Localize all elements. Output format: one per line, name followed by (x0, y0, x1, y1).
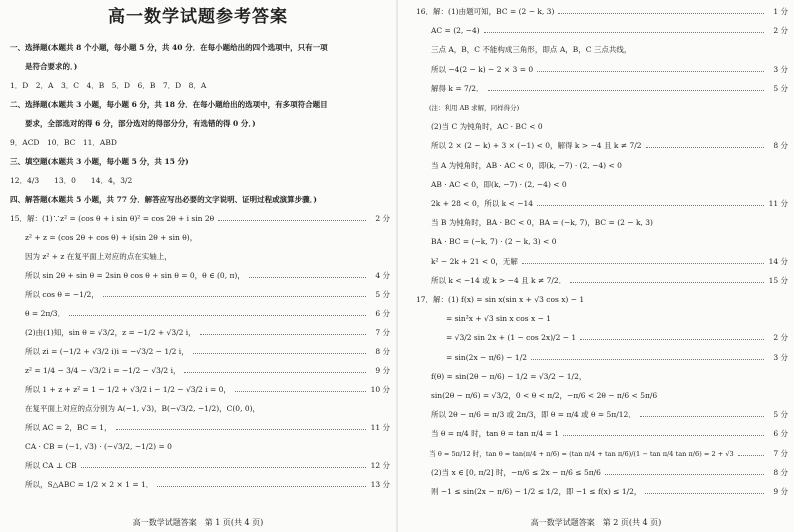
answer-line-text: 在复平面上对应的点分别为 A(−1, √3)，B(−√3/2, −1/2)，C(0, 0)， (10, 404, 261, 413)
answer-line-text: 当 B 为钝角时，BA · BC < 0，BA = (−k, 7)，BC = (2 − k, 3) (416, 218, 653, 228)
answer-line-text: 所以 −4(2 − k) − 2 × 3 = 0 (416, 64, 534, 74)
answer-page-1 (0, 0, 396, 532)
answer-line-text: 解得 k = 7/2． (416, 83, 484, 93)
answer-line (398, 446, 794, 462)
answer-line-text: BA · BC = (−k, 7) · (2 − k, 3) < 0 (416, 237, 557, 247)
score-points: 5 分 (375, 290, 390, 299)
answer-line (398, 254, 794, 270)
answer-line-text: = sin²x + √3 sin x cos x − 1 (416, 314, 552, 324)
answer-line (398, 407, 794, 423)
score-points: 7 分 (375, 328, 390, 337)
answer-line (0, 211, 396, 227)
answer-line (0, 249, 396, 265)
answer-line-text: 16．解：(1)由题可知，BC = (2 − k, 3) (416, 7, 555, 16)
dotted-leader (69, 315, 366, 316)
answer-line-text: 9．ACD 10．BC 11．ABD (10, 138, 117, 147)
answer-line-text: AC = (2, −4) (416, 26, 480, 36)
answer-line-text: 三点 A，B，C 不能构成三角形，即点 A，B，C 三点共线， (416, 45, 632, 55)
answer-line (0, 439, 396, 455)
score-points: 6 分 (375, 309, 390, 318)
answer-line-text: 所以，S△ABC = 1/2 × 2 × 1 = 1． (10, 480, 154, 489)
answer-line (0, 154, 396, 170)
score-points: 5 分 (773, 410, 788, 420)
answer-line-text: 所以 2θ − π/6 = π/3 或 2π/3，即 θ = π/4 或 θ = 5π/12． (416, 410, 636, 420)
dotted-leader (605, 474, 764, 475)
answer-line (398, 350, 794, 366)
answer-line-text: = √3/2 sin 2x + (1 − cos 2x)/2 − 1 (416, 333, 577, 343)
dotted-leader (537, 71, 764, 72)
answer-line-text: (2)由(1)知，sin θ = √3/2，z = −1/2 + √3/2 i， (10, 328, 196, 337)
score-points: 2 分 (375, 214, 390, 223)
score-points: 8 分 (375, 347, 390, 356)
score-points: 9 分 (375, 366, 390, 375)
answer-line-text: 1．D 2．A 3．C 4．B 5．D 6．B 7．D 8．A (10, 81, 207, 90)
answer-line (398, 81, 794, 97)
score-points: 6 分 (773, 429, 788, 439)
answer-line-text: 是符合要求的．) (10, 62, 78, 71)
answer-line (398, 292, 794, 308)
dotted-leader (193, 353, 366, 354)
score-points: 11 分 (768, 199, 788, 208)
dotted-leader (484, 32, 764, 33)
dotted-leader (249, 277, 366, 278)
answer-line-text: 四、解答题(本题共 5 小题，共 77 分．解答应写出必要的文字说明、证明过程或演算步骤．) (10, 195, 317, 204)
answer-line (398, 138, 794, 154)
answer-line (398, 62, 794, 78)
answer-line-text: k² − 2k + 21 < 0，无解 (416, 256, 518, 266)
dotted-leader (522, 263, 764, 264)
answer-line-text: 12．4/3 13．0 14．4，3/2 (10, 176, 133, 185)
answer-line-text: 所以 k < −14 或 k > −4 且 k ≠ 7/2． (416, 275, 567, 285)
dotted-leader (537, 205, 764, 206)
answer-line-text: = sin(2x − π/6) − 1/2 (416, 352, 528, 362)
answer-line-text: 因为 z² + z 在复平面上对应的点在实轴上， (10, 252, 172, 261)
answer-line (398, 273, 794, 289)
answer-line (398, 234, 794, 250)
answer-line (398, 215, 794, 231)
answer-line-text: z² + z = (cos 2θ + cos θ) + i(sin 2θ + sin θ)， (10, 233, 198, 242)
answer-line-text: 当 A 为钝角时，AB · AC < 0，即(k, −7) · (2, −4) < 0 (416, 160, 622, 170)
score-points: 7 分 (773, 448, 788, 458)
score-points: 3 分 (773, 64, 788, 74)
answer-line (398, 158, 794, 174)
answer-line-text: 所以 AC = 2，BC = 1， (10, 423, 112, 432)
answer-line-text: sin(2θ − π/6) = √3/2，0 < θ < π/2，−π/6 < 2θ − π/6 < 5π/6 (416, 391, 658, 400)
answer-line-text: 所以 cos θ = −1/2， (10, 290, 99, 299)
answer-line (0, 401, 396, 417)
answer-line (398, 177, 794, 193)
answer-line (0, 477, 396, 493)
dotted-leader (640, 416, 764, 417)
page-2-footer: 高一数学试题答案 第 2 页(共 4 页) (530, 518, 662, 527)
score-points: 10 分 (370, 385, 390, 394)
dotted-leader (200, 334, 366, 335)
score-points: 13 分 (370, 480, 390, 489)
dotted-leader (218, 220, 366, 221)
answer-line-text: CA · CB = (−1, √3) · (−√3/2, −1/2) = 0 (10, 442, 172, 451)
answer-page-2 (398, 0, 794, 532)
answer-line (0, 135, 396, 151)
answer-line (0, 363, 396, 379)
answer-line (0, 116, 396, 132)
answer-line (0, 192, 396, 208)
answer-line-text: (2)当 x ∈ [0, π/2] 时，−π/6 ≤ 2x − π/6 ≤ 5π/6 (416, 467, 601, 477)
answer-line (398, 119, 794, 135)
dotted-leader (157, 486, 366, 487)
answer-line (398, 42, 794, 58)
answer-line (0, 40, 396, 56)
answer-line-text: 当 θ = 5π/12 时，tan θ = tan(π/4 + π/6) = (tan π/4 + tan π/6)/(1 − tan π/4 tan π/6) = 2 + √3 (416, 449, 734, 458)
dotted-leader (558, 13, 764, 14)
answer-line-text: θ = 2π/3． (10, 309, 66, 318)
answer-line-text: 15．解：(1)∵z² = (cos θ + i sin θ)² = cos 2θ + i sin 2θ (10, 214, 215, 223)
answer-line (0, 458, 396, 474)
answer-line-text: 三、填空题(本题共 3 小题，每小题 5 分，共 15 分) (10, 157, 189, 166)
score-points: 3 分 (773, 352, 788, 362)
answer-line (0, 382, 396, 398)
answer-line-text: 一、选择题(本题共 8 个小题，每小题 5 分，共 40 分．在每小题给出的四个选项中，只有一项 (10, 43, 328, 52)
score-points: 12 分 (370, 461, 390, 470)
answer-line-text: 要求，全部选对的得 6 分，部分选对的得部分分，有选错的得 0 分．) (10, 119, 256, 128)
answer-line (398, 196, 794, 212)
answer-line (0, 230, 396, 246)
answer-line (398, 4, 794, 20)
answer-line-text: (注：利用 AB 求解，同样得分) (416, 104, 520, 112)
answer-line-text: 则 −1 ≤ sin(2x − π/6) − 1/2 ≤ 1/2，即 −1 ≤ f(x) ≤ 1/2， (416, 487, 642, 496)
score-points: 14 分 (768, 256, 788, 266)
dotted-leader (184, 372, 366, 373)
answer-line-text: 当 θ = π/4 时，tan θ = tan π/4 = 1 (416, 429, 560, 439)
answer-line (0, 78, 396, 94)
answer-line-text: AB · AC < 0，即(k, −7) · (2, −4) < 0 (416, 179, 567, 189)
answer-line-text: 所以 CA ⊥ CB (10, 461, 77, 470)
answer-line (0, 344, 396, 360)
answer-line-text: f(θ) = sin(2θ − π/6) − 1/2 = √3/2 − 1/2， (416, 371, 587, 381)
score-points: 11 分 (370, 423, 390, 432)
dotted-leader (646, 147, 764, 148)
dotted-leader (645, 493, 764, 494)
answer-line-text: 所以 zi = (−1/2 + √3/2 i)i = −√3/2 − 1/2 i， (10, 347, 189, 356)
answer-line (0, 306, 396, 322)
score-points: 2 分 (773, 26, 788, 36)
dotted-leader (103, 296, 366, 297)
score-points: 1 分 (773, 7, 788, 16)
answer-line-text: 2k + 28 < 0，所以 k < −14 (416, 199, 534, 208)
score-points: 5 分 (773, 83, 788, 93)
answer-line-text: 所以 sin 2θ + sin θ = 2sin θ cos θ + sin θ = 0，θ ∈ (0, π)， (10, 271, 245, 280)
answer-line (0, 268, 396, 284)
dotted-leader (570, 282, 764, 283)
score-points: 8 分 (773, 141, 788, 151)
answer-line (0, 420, 396, 436)
score-points: 15 分 (768, 275, 788, 285)
dotted-leader (563, 435, 764, 436)
answer-line-text: 17．解：(1) f(x) = sin x(sin x + √3 cos x) − 1 (416, 295, 585, 304)
document-title: 高一数学试题参考答案 (108, 7, 288, 27)
answer-line (398, 465, 794, 481)
answer-line (398, 426, 794, 442)
answer-line-text: z² = 1/4 − 3/4 − √3/2 i = −1/2 − √3/2 i， (10, 366, 181, 375)
answer-line (398, 23, 794, 39)
dotted-leader (580, 339, 764, 340)
dotted-leader (531, 359, 764, 360)
answer-line (398, 100, 794, 116)
answer-line (398, 388, 794, 404)
answer-line (0, 173, 396, 189)
dotted-leader (81, 467, 366, 468)
page-1-footer: 高一数学试题答案 第 1 页(共 4 页) (132, 518, 264, 527)
answer-line (398, 484, 794, 500)
answer-line (0, 97, 396, 113)
answer-line-text: (2)当 C 为钝角时，AC · BC < 0 (416, 122, 543, 132)
score-points: 8 分 (773, 467, 788, 477)
dotted-leader (235, 391, 366, 392)
dotted-leader (488, 90, 764, 91)
answer-line-text: 所以 1 + z + z² = 1 − 1/2 + √3/2 i − 1/2 − √3/2 i = 0， (10, 385, 231, 394)
answer-line (0, 325, 396, 341)
dotted-leader (738, 455, 764, 456)
answer-line (398, 330, 794, 346)
dotted-leader (116, 429, 366, 430)
answer-line (398, 311, 794, 327)
score-points: 4 分 (375, 271, 390, 280)
answer-line (0, 287, 396, 303)
answer-line (0, 59, 396, 75)
answer-line-text: 所以 2 × (2 − k) + 3 × (−1) < 0，解得 k > −4 且 k ≠ 7/2 (416, 141, 642, 151)
answer-line-text: 二、选择题(本题共 3 小题，每小题 6 分，共 18 分．在每小题给出的选项中，有多项符合题目 (10, 100, 328, 109)
answer-line (398, 369, 794, 385)
score-points: 2 分 (773, 333, 788, 343)
score-points: 9 分 (773, 487, 788, 496)
